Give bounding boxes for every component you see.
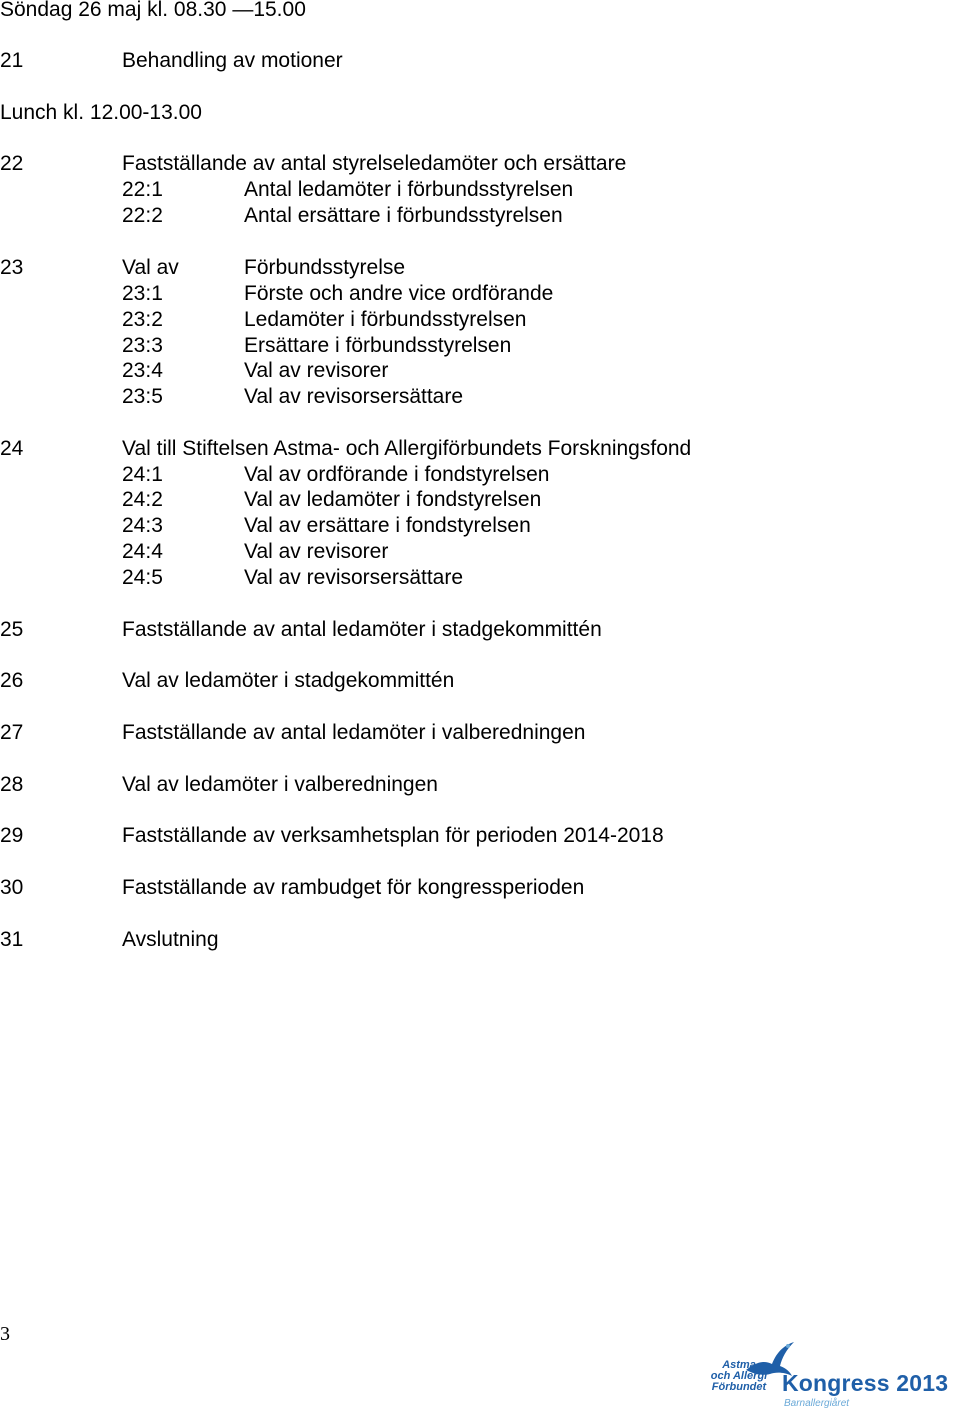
item-number: 24 xyxy=(0,437,24,460)
item-number: 22 xyxy=(0,152,24,175)
subitem-number: 23:1 xyxy=(122,282,163,305)
item-text: Fastställande av antal ledamöter i stadgekommittén xyxy=(122,618,602,641)
subitem-text: Val av ersättare i fondstyrelsen xyxy=(244,514,531,537)
subitem-text: Val av ledamöter i fondstyrelsen xyxy=(244,488,542,511)
subitem-text: Val av revisorer xyxy=(244,359,389,382)
subitem-number: 22:2 xyxy=(122,204,163,227)
subitem-number: 24:1 xyxy=(122,463,163,486)
item-number: 30 xyxy=(0,876,24,899)
item-number: 26 xyxy=(0,669,24,692)
subitem-text: Ersättare i förbundsstyrelsen xyxy=(244,334,512,357)
item-number: 23 xyxy=(0,256,24,279)
logo-title: Kongress 2013 xyxy=(782,1370,949,1396)
item-number: 29 xyxy=(0,824,24,847)
lunch-break: Lunch kl. 12.00-13.00 xyxy=(0,101,202,124)
item-text-2: Förbundsstyrelse xyxy=(244,256,406,279)
item-text: Val till Stiftelsen Astma- och Allergiförbundets Forskningsfond xyxy=(122,437,692,460)
subitem-number: 23:5 xyxy=(122,385,163,408)
subitem-text: Antal ersättare i förbundsstyrelsen xyxy=(244,204,563,227)
org-line-3: Förbundet xyxy=(711,1381,767,1393)
item-number: 27 xyxy=(0,721,24,744)
logo-subtitle: Barnallergiåret xyxy=(784,1398,850,1409)
subitem-number: 24:5 xyxy=(122,566,163,589)
subitem-number: 23:4 xyxy=(122,359,163,382)
subitem-number: 23:2 xyxy=(122,308,163,331)
org-name xyxy=(704,1360,774,1393)
kongress-logo xyxy=(704,1340,954,1412)
day-header: Söndag 26 maj kl. 08.30 —15.00 xyxy=(0,0,306,21)
org-line-1: Astma xyxy=(722,1359,756,1371)
item-text: Fastställande av verksamhetsplan för perioden 2014-2018 xyxy=(122,824,664,847)
subitem-text: Val av revisorsersättare xyxy=(244,566,464,589)
item-text: Fastställande av antal styrelseledamöter och ersättare xyxy=(122,152,627,175)
subitem-number: 24:3 xyxy=(122,514,163,537)
subitem-number: 24:4 xyxy=(122,540,163,563)
subitem-text: Val av revisorer xyxy=(244,540,389,563)
subitem-number: 22:1 xyxy=(122,178,163,201)
item-text: Fastställande av antal ledamöter i valberedningen xyxy=(122,721,586,744)
item-text: Val av ledamöter i stadgekommittén xyxy=(122,669,455,692)
subitem-text: Förste och andre vice ordförande xyxy=(244,282,554,305)
subitem-text: Val av revisorsersättare xyxy=(244,385,464,408)
subitem-text: Val av ordförande i fondstyrelsen xyxy=(244,463,550,486)
item-text: Val av ledamöter i valberedningen xyxy=(122,773,438,796)
item-number: 21 xyxy=(0,49,24,72)
item-text: Val av xyxy=(122,256,179,279)
item-number: 25 xyxy=(0,618,24,641)
item-number: 28 xyxy=(0,773,24,796)
subitem-text: Antal ledamöter i förbundsstyrelsen xyxy=(244,178,574,201)
org-line-2: och Allergi xyxy=(710,1370,768,1382)
subitem-text: Ledamöter i förbundsstyrelsen xyxy=(244,308,527,331)
item-text: Fastställande av rambudget för kongressperioden xyxy=(122,876,585,899)
page-number: 3 xyxy=(0,1323,10,1345)
item-number: 31 xyxy=(0,928,24,951)
item-text: Avslutning xyxy=(122,928,219,951)
item-text: Behandling av motioner xyxy=(122,49,343,72)
subitem-number: 24:2 xyxy=(122,488,163,511)
subitem-number: 23:3 xyxy=(122,334,163,357)
